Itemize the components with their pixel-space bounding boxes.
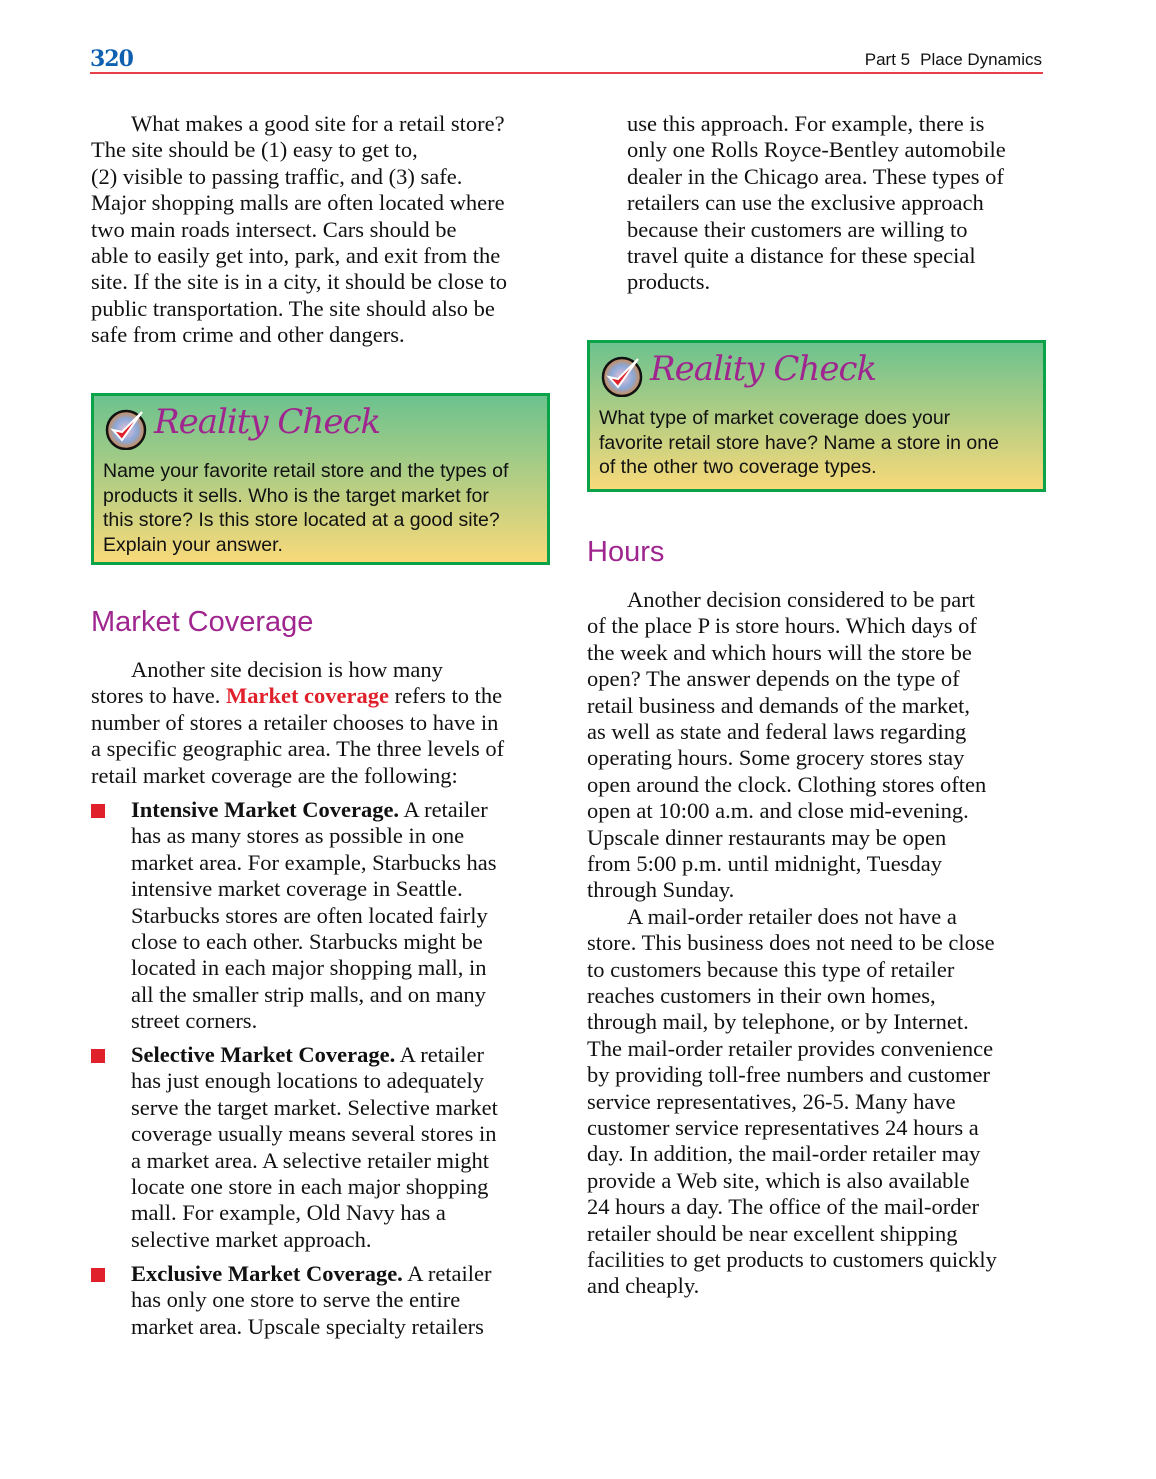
- text-line: open at 10:00 a.m. and close mid-evening.: [587, 798, 969, 824]
- text-line: has as many stores as possible in one: [131, 823, 465, 849]
- reality-check-title: Reality Check: [154, 402, 381, 442]
- text-line: locate one store in each major shopping: [131, 1174, 489, 1200]
- text-line: open around the clock. Clothing stores often: [587, 771, 987, 797]
- text-line: customer service representatives 24 hours a: [587, 1115, 979, 1141]
- checkmark-icon: [104, 406, 148, 450]
- text-line: The site should be (1) easy to get to,: [91, 137, 418, 163]
- market-coverage-paragraph: [91, 657, 504, 789]
- text-line: dealer in the Chicago area. These types of: [627, 163, 1004, 189]
- text-line: products.: [627, 269, 711, 295]
- text-line: travel quite a distance for these special: [627, 243, 976, 269]
- text-line: Another site decision is how many: [131, 657, 443, 682]
- text-line: Starbucks stores are often located fairly: [131, 902, 488, 928]
- square-bullet-icon: [91, 804, 105, 818]
- text-line: market area. Upscale specialty retailers: [131, 1313, 484, 1339]
- header-rule: [90, 72, 1043, 74]
- text-line: through mail, by telephone, or by Internet.: [587, 1009, 969, 1035]
- text-line: street corners.: [131, 1008, 258, 1034]
- running-header: [865, 50, 1042, 70]
- text-line: A mail-order retailer does not have a: [627, 903, 957, 929]
- text-lines: [131, 1068, 498, 1253]
- reality-check-text: [103, 459, 508, 557]
- intro-paragraph: [91, 111, 507, 349]
- bullet-text: [131, 1042, 498, 1253]
- text-line: reaches customers in their own homes,: [587, 983, 936, 1009]
- text-line: serve the target market. Selective market: [131, 1094, 498, 1120]
- text-line: mall. For example, Old Navy has a: [131, 1200, 446, 1226]
- text-line: service representatives, 26-5. Many have: [587, 1088, 956, 1114]
- text-line: from 5:00 p.m. until midnight, Tuesday: [587, 851, 943, 877]
- text-line: use this approach. For example, there is: [627, 111, 985, 136]
- text-line: [131, 1042, 498, 1068]
- text-line: Another decision considered to be part: [627, 587, 976, 612]
- text-fragment: A retailer: [399, 797, 488, 822]
- text-line: What type of market coverage does your: [599, 407, 951, 429]
- text-line: market area. For example, Starbucks has: [131, 849, 497, 875]
- square-bullet-icon: [91, 1268, 105, 1282]
- text-line: Name your favorite retail store and the types of: [103, 460, 509, 482]
- text-line: to customers because this type of retailer: [587, 956, 955, 982]
- text-lines: [91, 710, 504, 789]
- text-line: operating hours. Some grocery stores stay: [587, 745, 965, 771]
- text-fragment: A retailer: [402, 1261, 492, 1286]
- text-line: located in each major shopping mall, in: [131, 955, 487, 981]
- bullet-text: [131, 797, 497, 1035]
- checkmark-icon: [600, 353, 644, 397]
- text-line: 24 hours a day. The office of the mail-order: [587, 1194, 979, 1220]
- text-fragment: refers to the: [389, 683, 503, 709]
- section-heading-hours: Hours: [587, 536, 665, 568]
- text-line: retail market coverage are the following:: [91, 762, 458, 788]
- page-number: 320: [90, 46, 133, 72]
- text-line: facilities to get products to customers quickly: [587, 1247, 997, 1273]
- hours-paragraph-1: [587, 587, 986, 904]
- text-line: day. In addition, the mail-order retailer may: [587, 1141, 981, 1167]
- text-line: selective market approach.: [131, 1226, 372, 1252]
- text-line: two main roads intersect. Cars should be: [91, 216, 457, 242]
- reality-check-box-1: [91, 393, 550, 565]
- text-line: close to each other. Starbucks might be: [131, 929, 483, 955]
- text-line: store. This business does not need to be close: [587, 930, 995, 956]
- continued-paragraph: [627, 111, 1006, 296]
- text-line: as well as state and federal laws regarding: [587, 719, 967, 745]
- bullet-term: Exclusive Market Coverage.: [131, 1261, 403, 1286]
- text-fragment: stores to have.: [91, 683, 226, 709]
- text-line: this store? Is this store located at a good site?: [103, 509, 500, 532]
- part-label: Part 5: [864, 50, 911, 69]
- text-line: What makes a good site for a retail store?: [131, 111, 505, 136]
- text-line: only one Rolls Royce-Bentley automobile: [627, 137, 1006, 163]
- reality-check-box-2: [587, 340, 1046, 492]
- text-line: number of stores a retailer chooses to have in: [91, 709, 499, 735]
- text-line: favorite retail store have? Name a store in one: [599, 431, 999, 454]
- section-heading-market-coverage: Market Coverage: [91, 606, 314, 638]
- text-line: all the smaller strip malls, and on many: [131, 981, 486, 1007]
- text-line: because their customers are willing to: [627, 216, 968, 242]
- text-line: and cheaply.: [587, 1273, 700, 1299]
- text-line: provide a Web site, which is also available: [587, 1167, 970, 1193]
- bullet-term: Selective Market Coverage.: [131, 1042, 396, 1067]
- text-line: site. If the site is in a city, it should be close to: [91, 269, 507, 295]
- text-line: intensive market coverage in Seattle.: [131, 876, 463, 902]
- key-term-market-coverage: Market coverage: [225, 683, 390, 709]
- text-line: has just enough locations to adequately: [131, 1068, 485, 1094]
- text-line: [131, 797, 497, 823]
- text-line: able to easily get into, park, and exit from the: [91, 243, 501, 269]
- part-title: Place Dynamics: [920, 50, 1042, 69]
- text-line: products it sells. Who is the target market for: [103, 484, 489, 507]
- text-line: public transportation. The site should also be: [91, 295, 495, 321]
- square-bullet-icon: [91, 1049, 105, 1063]
- text-line: [131, 1261, 492, 1287]
- text-line: of the other two coverage types.: [599, 456, 877, 479]
- hours-paragraph-2: [587, 904, 997, 1300]
- text-line: through Sunday.: [587, 877, 735, 903]
- text-lines: [131, 823, 497, 1034]
- text-line: The mail-order retailer provides convenience: [587, 1035, 994, 1061]
- text-line: retailers can use the exclusive approach: [627, 190, 984, 216]
- text-line: safe from crime and other dangers.: [91, 322, 405, 348]
- text-line: Major shopping malls are often located where: [91, 190, 505, 216]
- text-line: has only one store to serve the entire: [131, 1287, 461, 1313]
- text-lines: [131, 1287, 492, 1340]
- text-fragment: A retailer: [395, 1042, 484, 1067]
- text-line: open? The answer depends on the type of: [587, 666, 960, 692]
- reality-check-text: [599, 406, 999, 480]
- text-line: by providing toll-free numbers and customer: [587, 1062, 991, 1088]
- text-line: Explain your answer.: [103, 533, 283, 556]
- bullet-term: Intensive Market Coverage.: [131, 797, 400, 822]
- text-line: a specific geographic area. The three levels of: [91, 736, 505, 762]
- text-line: (2) visible to passing traffic, and (3) safe.: [91, 163, 463, 189]
- text-line: [91, 683, 504, 709]
- text-line: coverage usually means several stores in: [131, 1121, 497, 1147]
- bullet-text: [131, 1261, 492, 1340]
- text-line: retail business and demands of the market,: [587, 692, 971, 718]
- text-line: of the place P is store hours. Which days of: [587, 613, 977, 639]
- reality-check-title: Reality Check: [650, 349, 877, 389]
- text-line: retailer should be near excellent shipping: [587, 1220, 958, 1246]
- text-line: Upscale dinner restaurants may be open: [587, 824, 947, 850]
- text-line: a market area. A selective retailer might: [131, 1147, 489, 1173]
- text-line: the week and which hours will the store be: [587, 639, 972, 665]
